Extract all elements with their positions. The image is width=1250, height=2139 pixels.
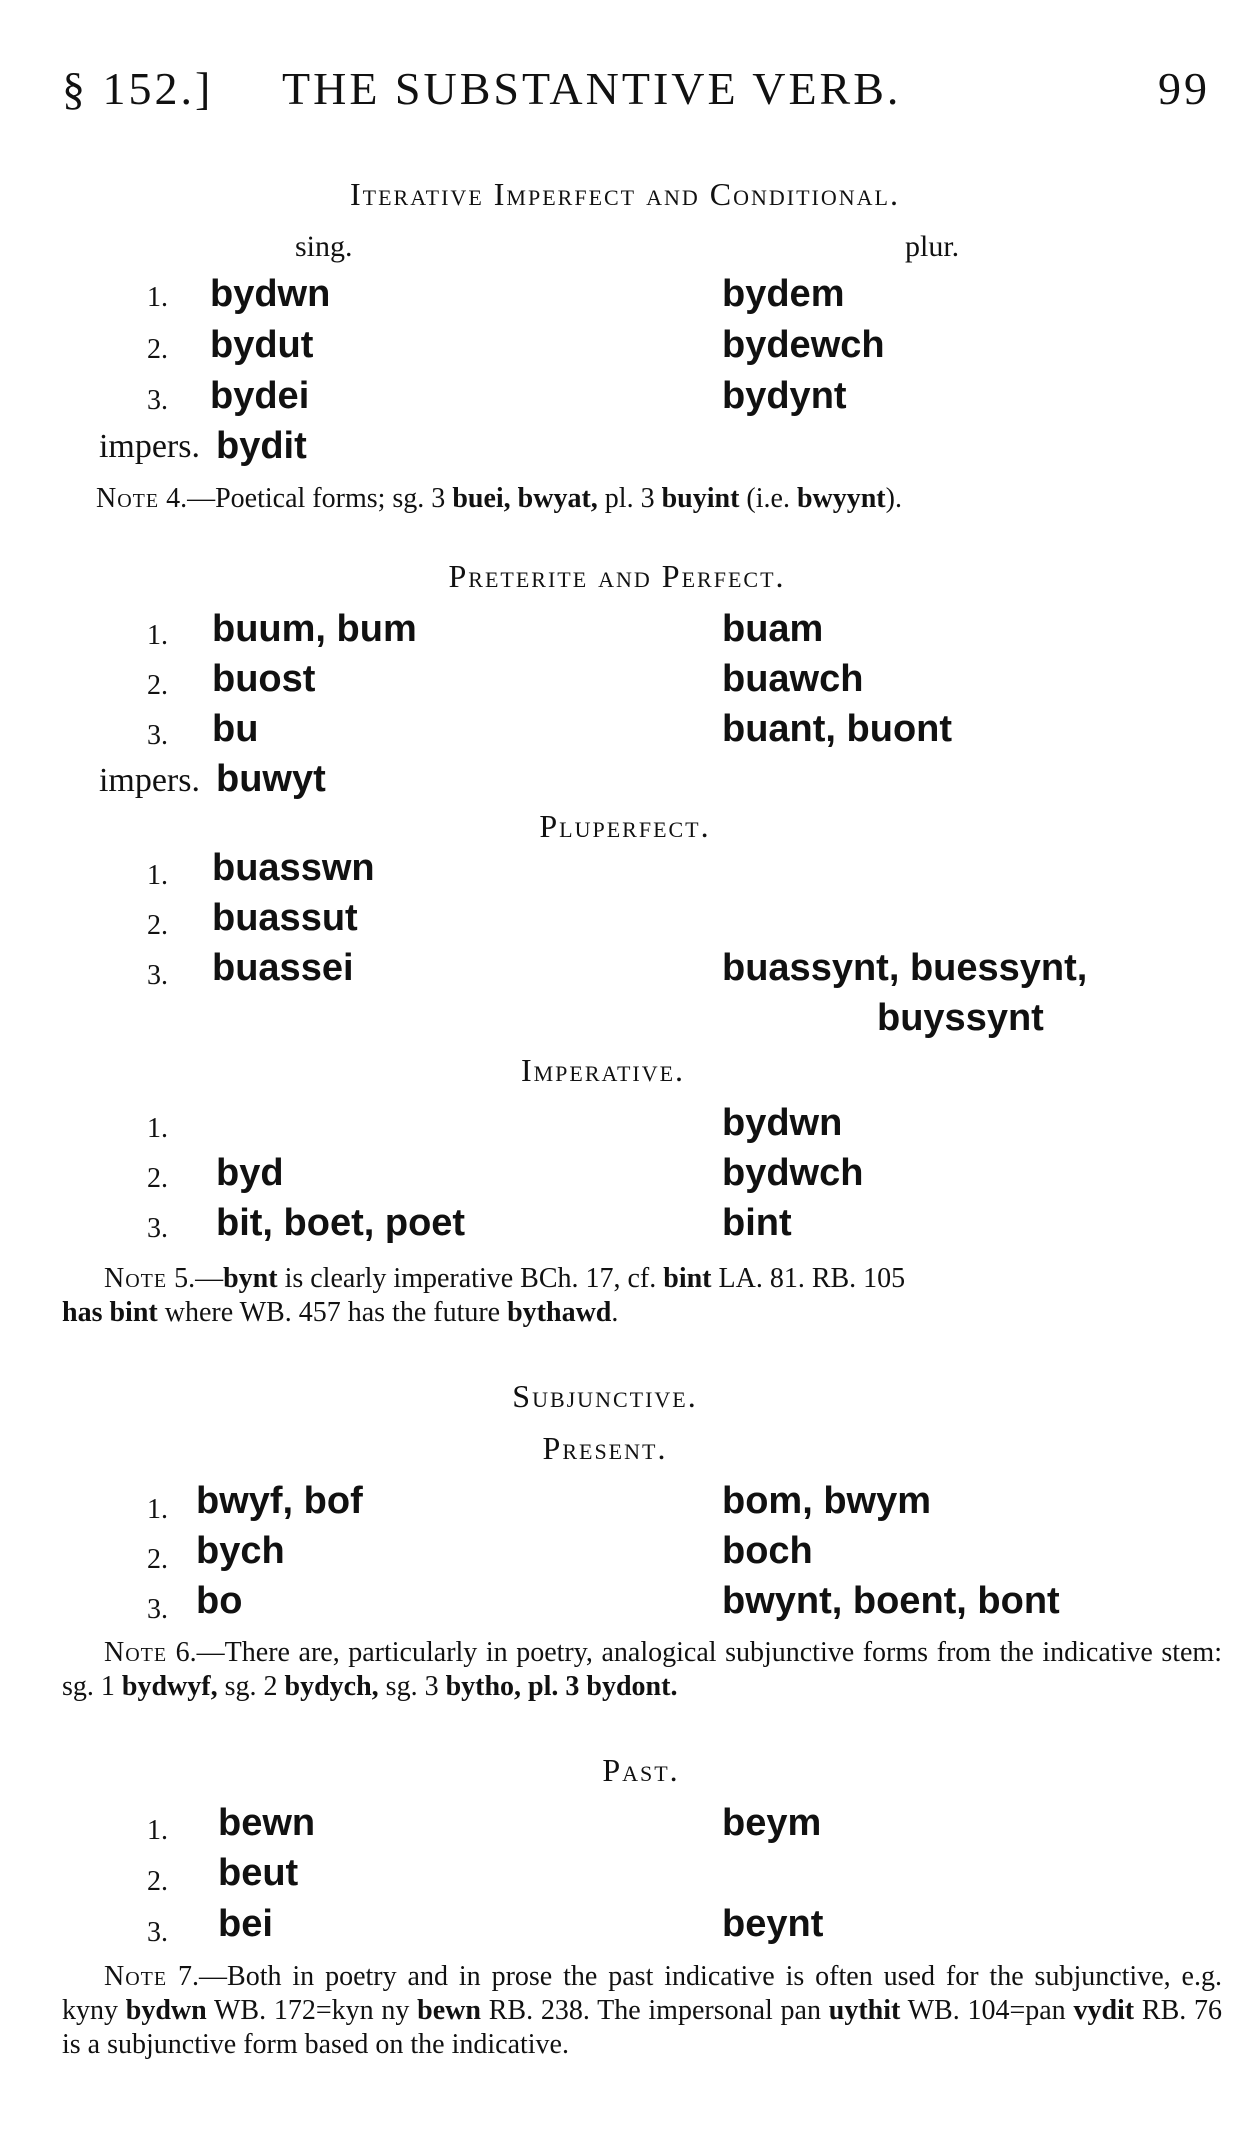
note-6 <box>62 1636 1222 1704</box>
singular-form: buassut <box>212 897 358 939</box>
row-number: 1. <box>147 282 168 313</box>
running-title: THE SUBSTANTIVE VERB. <box>282 63 902 114</box>
row-number: 3. <box>147 1594 168 1625</box>
row-number: 2. <box>147 1866 168 1897</box>
form: pl. 3 bydont. <box>528 1671 678 1702</box>
note-5 <box>62 1262 1222 1330</box>
plural-form: bwynt, boent, bont <box>722 1580 1060 1622</box>
form: bwyynt <box>796 483 886 514</box>
imperative-heading: Imperative. <box>520 1052 686 1088</box>
row-number: 3. <box>147 385 168 416</box>
plural-form: bydwch <box>722 1152 864 1194</box>
row-number: 2. <box>147 910 168 941</box>
form: bydwyf, <box>121 1671 218 1702</box>
plural-form-continued: buyssynt <box>877 997 1044 1039</box>
sing-label: sing. <box>295 230 353 263</box>
plural-form: buassynt, buessynt, <box>722 947 1088 989</box>
form: bythawd <box>507 1297 612 1328</box>
note-text: where WB. 457 has the future <box>157 1297 508 1328</box>
singular-form: buassei <box>212 947 354 989</box>
row-number: 1. <box>147 860 168 891</box>
note-4 <box>96 482 1226 516</box>
impersonal-label: impers. <box>98 762 200 799</box>
form: bytho, <box>445 1671 522 1702</box>
form: buei, <box>452 483 511 514</box>
form: buyint <box>661 483 740 514</box>
page-number: 99 <box>1158 63 1210 114</box>
impersonal-form: buwyt <box>216 758 326 800</box>
note-text: . <box>611 1297 619 1328</box>
row-number: 1. <box>147 1494 168 1525</box>
row-number: 3. <box>147 1917 168 1948</box>
form: bewn <box>417 1995 481 2026</box>
singular-form: buost <box>212 658 316 700</box>
singular-form: buum, bum <box>212 608 417 650</box>
singular-form: beut <box>218 1852 299 1894</box>
plural-form: bydynt <box>722 375 847 417</box>
note-text: (i.e. <box>739 483 797 514</box>
row-number: 2. <box>147 1544 168 1575</box>
note-text: WB. 172=kyn ny <box>206 1995 418 2026</box>
form: bynt <box>223 1263 278 1294</box>
impersonal-label: impers. <box>98 428 200 465</box>
note-text: ). <box>885 483 902 514</box>
note-text: 6.—There are, particularly in poetry, analogical subjunctive forms from the indicative stem: sg. 1 <box>62 1637 1222 1702</box>
singular-form: bewn <box>218 1802 316 1844</box>
form: bydych, <box>284 1671 379 1702</box>
preterite-heading: Preterite and Perfect. <box>448 558 786 594</box>
note-text: sg. 3 <box>378 1671 446 1702</box>
note-text: RB. 76 is a subjunctive form based on the indicative. <box>62 1995 1223 2060</box>
singular-form: bu <box>212 708 259 750</box>
form: uythit <box>828 1995 901 2026</box>
plural-form: beym <box>722 1802 822 1844</box>
row-number: 1. <box>147 1113 168 1144</box>
singular-form: bwyf, bof <box>196 1480 363 1522</box>
note-label: Note <box>104 1637 168 1668</box>
form: bint <box>663 1263 712 1294</box>
form: vydit <box>1073 1995 1135 2026</box>
note-text: sg. 2 <box>217 1671 285 1702</box>
plural-form: buant, buont <box>722 708 953 750</box>
impersonal-form: bydit <box>216 425 307 467</box>
plural-form: bydem <box>722 273 845 315</box>
row-number: 2. <box>147 334 168 365</box>
note-label: Note <box>96 483 160 514</box>
pluperfect-heading: Pluperfect. <box>539 808 711 844</box>
singular-form: bydei <box>210 375 310 417</box>
row-number: 1. <box>147 1815 168 1846</box>
iterative-heading: Iterative Imperfect and Conditional. <box>350 176 900 212</box>
row-number: 1. <box>147 620 168 651</box>
row-number: 3. <box>147 1213 168 1244</box>
note-text: WB. 104=pan <box>900 1995 1074 2026</box>
plural-form: bydewch <box>722 324 885 366</box>
row-number: 3. <box>147 960 168 991</box>
plural-form: bom, bwym <box>722 1480 932 1522</box>
singular-form: bydut <box>210 324 314 366</box>
note-7 <box>62 1960 1222 2062</box>
singular-form: bych <box>196 1530 285 1572</box>
note-label: Note <box>104 1263 168 1294</box>
present-heading: Present. <box>542 1430 668 1466</box>
plural-form: boch <box>722 1530 813 1572</box>
singular-form: buasswn <box>212 847 375 889</box>
note-text: LA. 81. RB. 105 <box>711 1263 906 1294</box>
note-text: RB. 238. The impersonal pan <box>480 1995 829 2026</box>
section-mark: § 152.] <box>62 63 214 114</box>
row-number: 2. <box>147 1163 168 1194</box>
row-number: 2. <box>147 670 168 701</box>
row-number: 3. <box>147 720 168 751</box>
singular-form: bo <box>196 1580 243 1622</box>
note-text <box>521 1671 528 1702</box>
form: bydwn <box>125 1995 207 2026</box>
plural-form: bint <box>722 1202 792 1244</box>
note-text: 5.— <box>167 1263 224 1294</box>
note-text: 7.—Both in poetry and in prose the past indicative is often used for the subjunctive, e.g. kyny <box>62 1961 1222 2026</box>
past-heading: Past. <box>602 1752 680 1788</box>
plur-label: plur. <box>905 230 960 263</box>
note-text: pl. 3 <box>597 483 662 514</box>
singular-form: bydwn <box>210 273 331 315</box>
plural-form: buam <box>722 608 824 650</box>
form: has bint <box>62 1297 158 1328</box>
singular-form: bei <box>218 1903 273 1945</box>
form: bwyat, <box>517 483 598 514</box>
note-text: 4.—Poetical forms; sg. 3 <box>166 483 446 514</box>
plural-form: buawch <box>722 658 864 700</box>
note-text: is clearly imperative BCh. 17, cf. <box>277 1263 664 1294</box>
subjunctive-heading: Subjunctive. <box>512 1378 698 1414</box>
plural-form: beynt <box>722 1903 824 1945</box>
note-label: Note <box>104 1961 168 1992</box>
singular-form: bit, boet, poet <box>216 1202 466 1244</box>
singular-form: byd <box>216 1152 284 1194</box>
plural-form: bydwn <box>722 1102 843 1144</box>
